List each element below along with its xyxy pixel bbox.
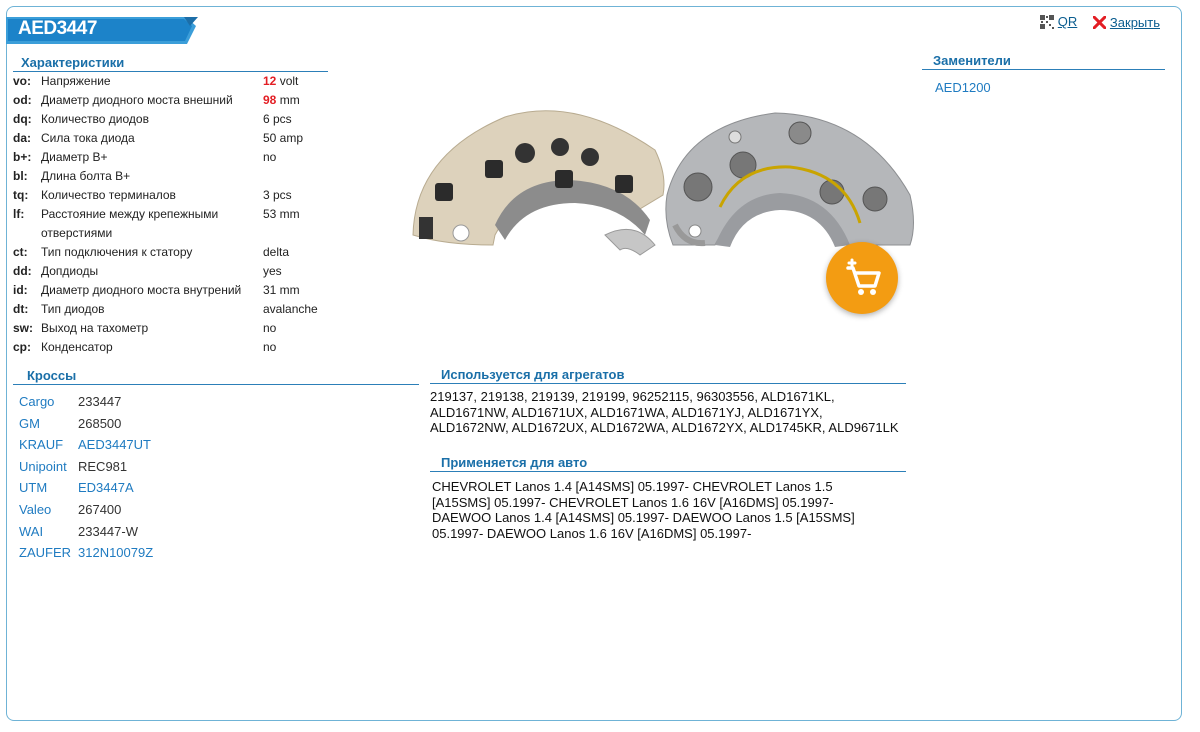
used-for-units-text: 219137, 219138, 219139, 219199, 96252115, 96303556, ALD1671KL, ALD1671NW, ALD1671UX, ALD1671WA, ALD1671YJ, ALD1671YX, ALD1672NW, ALD1672UX, ALD1672WA, ALD1672YX, ALD1745KR, ALD9671LK	[430, 389, 899, 435]
characteristic-value-number: delta	[263, 245, 290, 259]
characteristic-code: lf:	[13, 207, 25, 221]
characteristic-value	[263, 148, 333, 167]
qr-label[interactable]: QR	[1057, 14, 1078, 29]
characteristic-code: id:	[13, 283, 28, 297]
characteristic-value-number: 6 pcs	[263, 112, 292, 126]
cross-row	[19, 521, 153, 543]
characteristic-value-number: avalanche	[263, 302, 318, 316]
characteristic-label: Выход на тахометр	[41, 321, 149, 335]
characteristic-label: Допдиоды	[41, 264, 99, 278]
cross-brand-link[interactable]: Unipoint	[19, 458, 67, 474]
cross-code: 233447	[78, 394, 122, 409]
characteristic-value	[263, 319, 333, 338]
characteristic-value-number: 53 mm	[263, 207, 300, 221]
cross-code[interactable]: 312N10079Z	[78, 545, 154, 561]
used-for-units-header: Используется для агрегатов	[430, 367, 906, 384]
characteristic-label: Количество диодов	[41, 112, 149, 126]
characteristic-row	[13, 129, 333, 148]
characteristic-label: Диаметр диодного моста внутрений	[41, 283, 242, 297]
characteristic-value	[263, 91, 333, 110]
characteristic-row	[13, 148, 333, 167]
cross-code: 267400	[78, 501, 122, 517]
characteristic-label: Сила тока диода	[41, 131, 135, 145]
characteristic-value	[263, 72, 333, 91]
characteristic-value-number: 50 amp	[263, 131, 304, 145]
characteristic-value	[263, 186, 333, 205]
characteristic-label: Тип подключения к статору	[41, 245, 193, 259]
characteristic-value-number: 3 pcs	[263, 188, 292, 202]
cross-row	[19, 499, 153, 521]
characteristic-value-number: yes	[263, 264, 282, 278]
cross-brand-link[interactable]: UTM	[19, 480, 48, 496]
characteristic-label: Количество терминалов	[41, 188, 176, 202]
characteristic-code: dq:	[13, 112, 32, 126]
cross-code: REC981	[78, 458, 128, 474]
characteristic-value-number: no	[263, 321, 277, 335]
applies-to-cars-header: Применяется для авто	[430, 455, 906, 472]
characteristic-label: Тип диодов	[41, 302, 105, 316]
top-links	[1028, 14, 1160, 32]
replacements-header: Заменители	[922, 53, 1165, 70]
qr-icon	[1040, 15, 1054, 29]
cross-brand-link[interactable]: ZAUFER	[19, 545, 71, 561]
qr-link[interactable]	[1040, 14, 1078, 29]
characteristic-row	[13, 281, 333, 300]
characteristic-code: od:	[13, 93, 32, 107]
characteristic-code: da:	[13, 131, 31, 145]
characteristic-value-number: 31 mm	[263, 283, 300, 297]
cross-brand-link[interactable]: Cargo	[19, 394, 55, 409]
characteristic-code: bl:	[13, 169, 28, 183]
characteristic-value	[263, 262, 333, 281]
close-label[interactable]: Закрыть	[1109, 14, 1160, 30]
characteristic-label: Расстояние между крепежными отверстиями	[41, 207, 219, 240]
characteristic-row	[13, 91, 333, 110]
applies-to-cars-text: CHEVROLET Lanos 1.4 [A14SMS] 05.1997- CHEVROLET Lanos 1.5 [A15SMS] 05.1997- CHEVROLET Lanos 1.6 16V [A16DMS] 05.1997- DAEWOO Lanos 1.4 [A14SMS] 05.1997- DAEWOO Lanos 1.5 [A15SMS] 05.1997- DAEWOO Lanos 1.6 16V [A16DMS] 05.1997-	[432, 479, 855, 541]
characteristic-value	[263, 281, 333, 300]
cross-code: 233447-W	[78, 523, 138, 539]
cross-brand-link[interactable]: KRAUF	[19, 437, 64, 453]
characteristic-value-number: 12	[263, 74, 277, 88]
add-to-cart-icon	[826, 242, 898, 314]
characteristic-row	[13, 338, 333, 357]
characteristic-label: Диаметр B+	[41, 150, 108, 164]
characteristic-label: Конденсатор	[41, 340, 113, 354]
cross-row	[19, 413, 153, 435]
cross-row	[19, 477, 153, 499]
characteristic-code: tq:	[13, 188, 29, 202]
characteristics-header: Характеристики	[13, 55, 328, 72]
close-link[interactable]	[1093, 15, 1160, 30]
characteristic-value	[263, 110, 333, 129]
characteristic-row	[13, 300, 333, 319]
characteristic-code: sw:	[13, 321, 34, 335]
add-to-cart-button[interactable]	[826, 242, 898, 314]
cross-code[interactable]: ED3447A	[78, 480, 134, 496]
characteristics-list	[13, 72, 333, 357]
characteristic-row	[13, 110, 333, 129]
characteristic-label: Напряжение	[41, 74, 111, 88]
characteristic-unit: volt	[279, 74, 299, 88]
characteristic-code: dd:	[13, 264, 32, 278]
cross-row	[19, 391, 153, 413]
cross-code: 268500	[78, 415, 122, 431]
characteristic-value	[263, 129, 333, 148]
characteristic-unit: mm	[279, 93, 300, 107]
cross-row	[19, 542, 153, 564]
characteristic-row	[13, 205, 333, 243]
characteristic-value-number: no	[263, 150, 277, 164]
replacements-list	[935, 80, 991, 95]
characteristic-code: ct:	[13, 245, 28, 259]
cross-row	[19, 456, 153, 478]
characteristic-value-number: 98	[263, 93, 277, 107]
characteristic-row	[13, 167, 333, 186]
characteristic-row	[13, 72, 333, 91]
close-icon	[1093, 16, 1106, 29]
cross-brand-link[interactable]: WAI	[19, 523, 44, 539]
cross-brand-link[interactable]: Valeo	[19, 501, 52, 517]
characteristic-code: dt:	[13, 302, 29, 316]
characteristic-code: b+:	[13, 150, 32, 164]
characteristic-value	[263, 338, 333, 357]
characteristic-value-number: no	[263, 340, 277, 354]
characteristic-label: Длина болта B+	[41, 169, 131, 183]
cross-brand-link[interactable]: GM	[19, 415, 40, 431]
characteristic-row	[13, 186, 333, 205]
crosses-list	[19, 391, 153, 564]
characteristic-row	[13, 243, 333, 262]
characteristic-row	[13, 319, 333, 338]
replacement-link[interactable]: AED1200	[935, 80, 991, 95]
characteristic-value	[263, 300, 333, 319]
characteristic-label: Диаметр диодного моста внешний	[41, 93, 233, 107]
product-code-title: AED3447	[18, 18, 97, 39]
cross-row	[19, 434, 153, 456]
characteristic-value	[263, 167, 333, 186]
characteristic-code: cp:	[13, 340, 31, 354]
characteristic-value	[263, 243, 333, 262]
cross-code[interactable]: AED3447UT	[78, 437, 151, 453]
characteristic-code: vo:	[13, 74, 31, 88]
characteristic-row	[13, 262, 333, 281]
crosses-header: Кроссы	[13, 368, 419, 385]
characteristic-value	[263, 205, 333, 243]
